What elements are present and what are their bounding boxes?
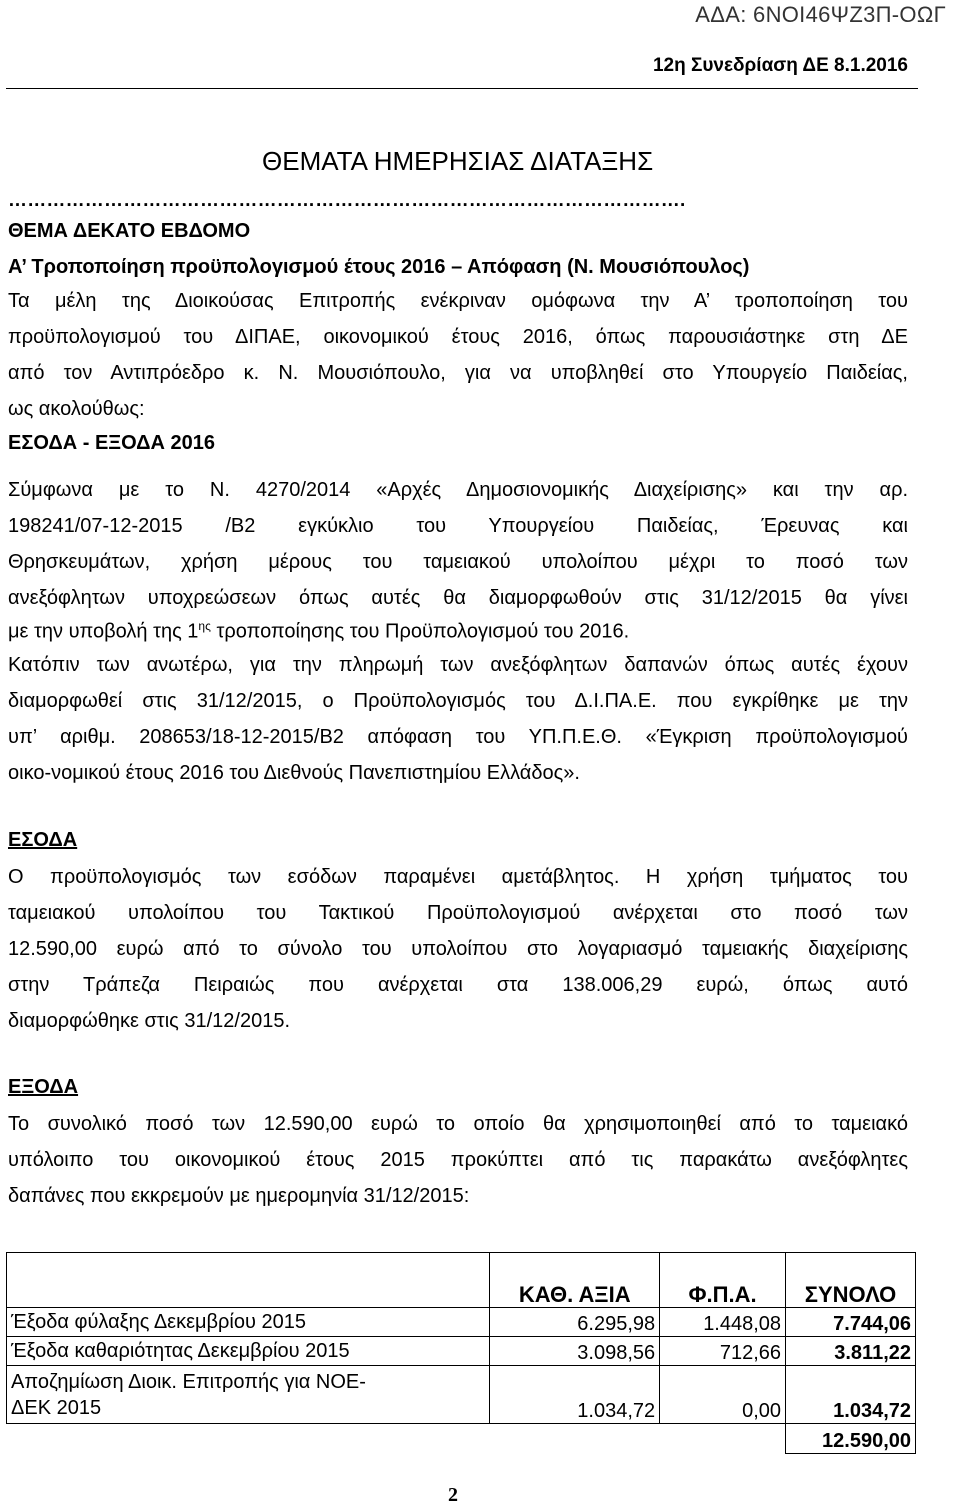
row-vat: 712,66 — [660, 1337, 786, 1366]
row-total: 1.034,72 — [786, 1366, 916, 1424]
expenses-line-3: δαπάνες που εκκρεμούν με ημερομηνία 31/12/2015: — [8, 1185, 470, 1207]
table-header-net: ΚΑΘ. ΑΞΙΑ — [490, 1253, 660, 1308]
para2-line-3: υπ’ αριθμ. 208653/18-12-2015/Β2 απόφαση του ΥΠ.Π.Ε.Θ. «Έγκριση προϋπολογισμού — [8, 726, 908, 748]
expenses-line-2: υπόλοιπο του οικονομικού έτους 2015 προκύπτει από τις παρακάτω ανεξόφλητες — [8, 1149, 908, 1171]
income-line-3: 12.590,00 ευρώ από το σύνολο του υπολοίπου στο λογαριασμό ταμειακής διαχείρισης — [8, 938, 908, 960]
table-header-total: ΣΥΝΟΛΟ — [786, 1253, 916, 1308]
budget-heading: ΕΣΟΔΑ - ΕΞΟΔΑ 2016 — [8, 432, 216, 454]
para1-line-4: ανεξόφλητων υποχρεώσεων όπως αυτές θα διαμορφωθούν στις 31/12/2015 θα γίνει — [8, 587, 908, 609]
page-title: ΘΕΜΑΤΑ ΗΜΕΡΗΣΙΑΣ ΔΙΑΤΑΞΗΣ — [262, 146, 654, 176]
row-net: 6.295,98 — [490, 1308, 660, 1337]
topic-number: ΘΕΜΑ ΔΕΚΑΤΟ ΕΒΔΟΜΟ — [8, 220, 251, 242]
row-total: 7.744,06 — [786, 1308, 916, 1337]
para1-line-5-start: με την υποβολή της 1 — [8, 620, 199, 643]
para1-line-2: 198241/07-12-2015 /Β2 εγκύκλιο του Υπουργείου Παιδείας, Έρευνας και — [8, 515, 908, 537]
table-header-vat: Φ.Π.Α. — [660, 1253, 786, 1308]
session-label: 12η Συνεδρίαση ΔΕ 8.1.2016 — [652, 55, 908, 76]
grand-total: 12.590,00 — [786, 1424, 916, 1454]
row-label: Έξοδα καθαριότητας Δεκεμβρίου 2015 — [7, 1337, 490, 1366]
row-vat: 1.448,08 — [660, 1308, 786, 1337]
para2-line-4: οικο-νομικού έτους 2016 του Διεθνούς Πανεπιστημίου Ελλάδος». — [8, 762, 580, 784]
income-line-1: Ο προϋπολογισμός των εσόδων παραμένει αμετάβλητος. Η χρήση τμήματος του — [8, 866, 908, 888]
intro-line-3: από τον Αντιπρόεδρο κ. Ν. Μουσιόπουλο, για να υποβληθεί στο Υπουργείο Παιδείας, — [8, 362, 908, 384]
row-label-line-1: Αποζημίωση Διοικ. Επιτροπής για ΝΟΕ- — [11, 1370, 366, 1393]
header-divider — [6, 88, 918, 89]
para1-line-1: Σύμφωνα με το Ν. 4270/2014 «Αρχές Δημοσιονομικής Διαχείρισης» και την αρ. — [8, 479, 908, 501]
row-label — [7, 1366, 490, 1424]
expenses-table — [6, 1252, 916, 1454]
intro-line-1: Τα μέλη της Διοικούσας Επιτροπής ενέκριναν ομόφωνα την Α’ τροποποίηση του — [8, 290, 908, 312]
expenses-line-1: Το συνολικό ποσό των 12.590,00 ευρώ το οποίο θα χρησιμοποιηθεί από το ταμειακό — [8, 1113, 908, 1135]
table-row — [7, 1308, 916, 1337]
para1-line-3: Θρησκευμάτων, χρήση μέρους του ταμειακού υπολοίπου μέχρι το ποσό των — [8, 551, 908, 573]
total-empty-cell — [7, 1424, 490, 1454]
ordinal-suffix: ης — [198, 619, 211, 633]
row-total: 3.811,22 — [786, 1337, 916, 1366]
total-empty-cell — [490, 1424, 660, 1454]
table-total-row — [7, 1424, 916, 1454]
income-heading: ΕΣΟΔΑ — [8, 829, 78, 851]
row-net: 1.034,72 — [490, 1366, 660, 1424]
income-line-2: ταμειακού υπολοίπου του Τακτικού Προϋπολογισμού ανέρχεται στο ποσό των — [8, 902, 908, 924]
para2-line-2: διαμορφωθεί στις 31/12/2015, ο Προϋπολογισμός του Δ.Ι.ΠΑ.Ε. που εγκρίθηκε με την — [8, 690, 908, 712]
page-number: 2 — [448, 1484, 458, 1506]
row-vat: 0,00 — [660, 1366, 786, 1424]
row-net: 3.098,56 — [490, 1337, 660, 1366]
row-label: Έξοδα φύλαξης Δεκεμβρίου 2015 — [7, 1308, 490, 1337]
total-empty-cell — [660, 1424, 786, 1454]
income-line-4: στην Τράπεζα Πειραιώς που ανέρχεται στα 138.006,29 ευρώ, όπως αυτό — [8, 974, 908, 996]
dotted-separator: ……………………………………………………………………………………………. — [8, 190, 686, 211]
ada-code: ΑΔΑ: 6ΝΟΙ46ΨΖ3Π-ΟΩΓ — [695, 2, 946, 27]
row-label-line-2: ΔΕΚ 2015 — [11, 1396, 102, 1419]
table-row — [7, 1337, 916, 1366]
intro-line-2: προϋπολογισμού του ΔΙΠΑΕ, οικονομικού έτους 2016, όπως παρουσιάστηκε στη ΔΕ — [8, 326, 908, 348]
table-header-label — [7, 1253, 490, 1308]
table-header-row — [7, 1253, 916, 1308]
para2-line-1: Κατόπιν των ανωτέρω, για την πληρωμή των ανεξόφλητων δαπανών όπως αυτές έχουν — [8, 654, 908, 676]
intro-line-4: ως ακολούθως: — [8, 398, 145, 420]
para1-line-5 — [8, 619, 629, 644]
para1-line-5-end: τροποποίησης του Προϋπολογισμού του 2016. — [210, 620, 630, 643]
income-line-5: διαμορφώθηκε στις 31/12/2015. — [8, 1010, 291, 1032]
topic-subject: Α’ Τροποποίηση προϋπολογισμού έτους 2016 – Απόφαση (Ν. Μουσιόπουλος) — [8, 256, 750, 278]
table-row — [7, 1366, 916, 1424]
expenses-heading: ΕΞΟΔΑ — [8, 1076, 79, 1098]
